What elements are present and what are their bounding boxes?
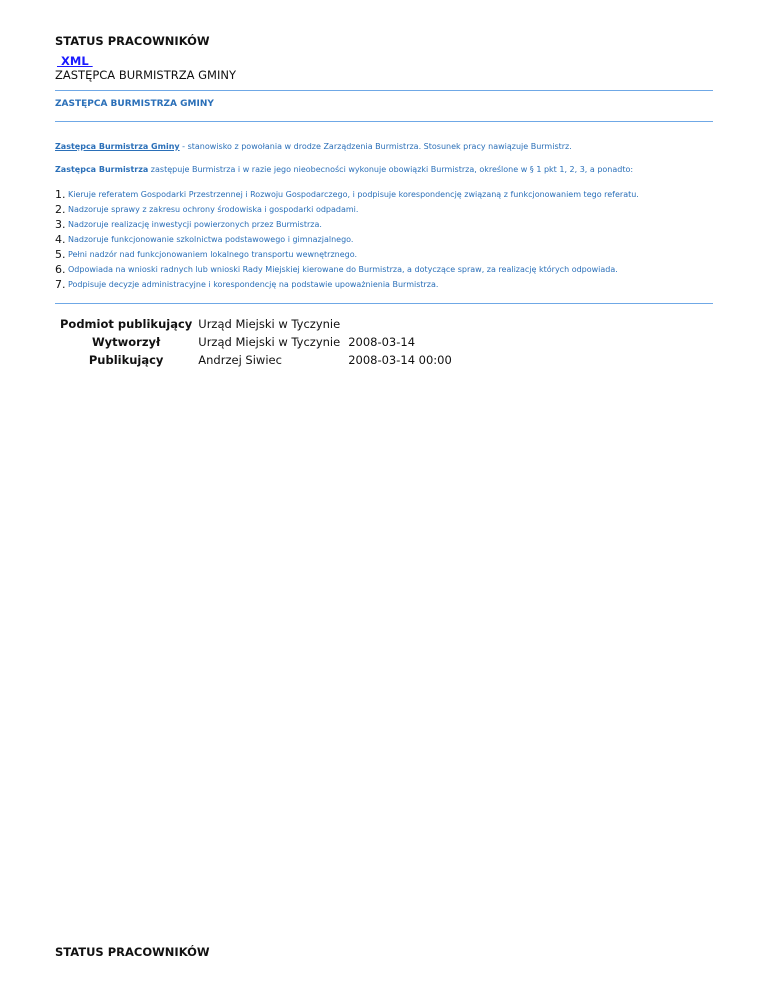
list-number: 2. [55, 203, 66, 216]
meta-value: Urząd Miejski w Tyczynie [198, 317, 341, 331]
page-subtitle: ZASTĘPCA BURMISTRZA GMINY [55, 68, 237, 82]
list-text: Nadzoruje sprawy z zakresu ochrony środowiska i gospodarki odpadami. [68, 205, 359, 214]
meta-date: 2008-03-14 00:00 [348, 353, 452, 367]
meta-value: Andrzej Siwiec [198, 353, 282, 367]
paragraph-text: zastępuje Burmistrza i w razie jego nieobecności wykonuje obowiązki Burmistrza, określone w § 1 pkt 1, 2, 3, a ponadto: [148, 165, 634, 174]
list-item [55, 217, 639, 232]
page-title: STATUS PRACOWNIKÓW [55, 34, 210, 48]
list-text: Podpisuje decyzje administracyjne i korespondencję na podstawie upoważnienia Burmistrza. [68, 280, 439, 289]
list-item [55, 262, 639, 277]
table-row [60, 317, 460, 335]
metadata-table [60, 317, 460, 371]
list-number: 4. [55, 233, 66, 246]
paragraph-text: - stanowisko z powołania w drodze Zarządzenia Burmistrza. Stosunek pracy nawiązuje Burmistrz. [179, 142, 572, 151]
table-row [60, 335, 460, 353]
list-item [55, 247, 639, 262]
duties-list [55, 187, 639, 292]
list-number: 7. [55, 278, 66, 291]
list-item [55, 187, 639, 202]
meta-date: 2008-03-14 [348, 335, 416, 349]
paragraph-bold: Zastępca Burmistrza [55, 165, 149, 174]
list-item [55, 202, 639, 217]
divider [55, 121, 713, 122]
list-text: Odpowiada na wnioski radnych lub wnioski Rady Miejskiej kierowane do Burmistrza, a dotyczące spraw, za realizację których odpowiada. [68, 265, 618, 274]
list-number: 3. [55, 218, 66, 231]
list-text: Kieruje referatem Gospodarki Przestrzennej i Rozwoju Gospodarczego, i podpisuje korespondencję związaną z funkcjonowaniem tego referatu. [68, 190, 639, 199]
meta-value: Urząd Miejski w Tyczynie [198, 335, 341, 349]
paragraph-duties [55, 165, 633, 174]
list-text: Nadzoruje funkcjonowanie szkolnictwa podstawowego i gimnazjalnego. [68, 235, 354, 244]
list-number: 1. [55, 188, 66, 201]
meta-label: Publikujący [88, 353, 164, 367]
meta-label: Podmiot publikujący [60, 317, 193, 331]
list-item [55, 277, 639, 292]
list-text: Nadzoruje realizację inwestycji powierzonych przez Burmistrza. [68, 220, 322, 229]
position-link[interactable]: Zastępca Burmistrza Gminy [55, 142, 180, 151]
xml-link[interactable]: XML [57, 54, 93, 68]
section-title: ZASTĘPCA BURMISTRZA GMINY [55, 99, 214, 109]
list-text: Pełni nadzór nad funkcjonowaniem lokalnego transportu wewnętrznego. [68, 250, 358, 259]
list-number: 5. [55, 248, 66, 261]
list-item [55, 232, 639, 247]
meta-label: Wytworzył [91, 335, 161, 349]
footer-title: STATUS PRACOWNIKÓW [55, 945, 210, 959]
paragraph-intro [55, 142, 572, 151]
table-row [60, 353, 460, 371]
list-number: 6. [55, 263, 66, 276]
divider [55, 303, 713, 304]
meta-date [348, 317, 460, 335]
divider [55, 90, 713, 91]
